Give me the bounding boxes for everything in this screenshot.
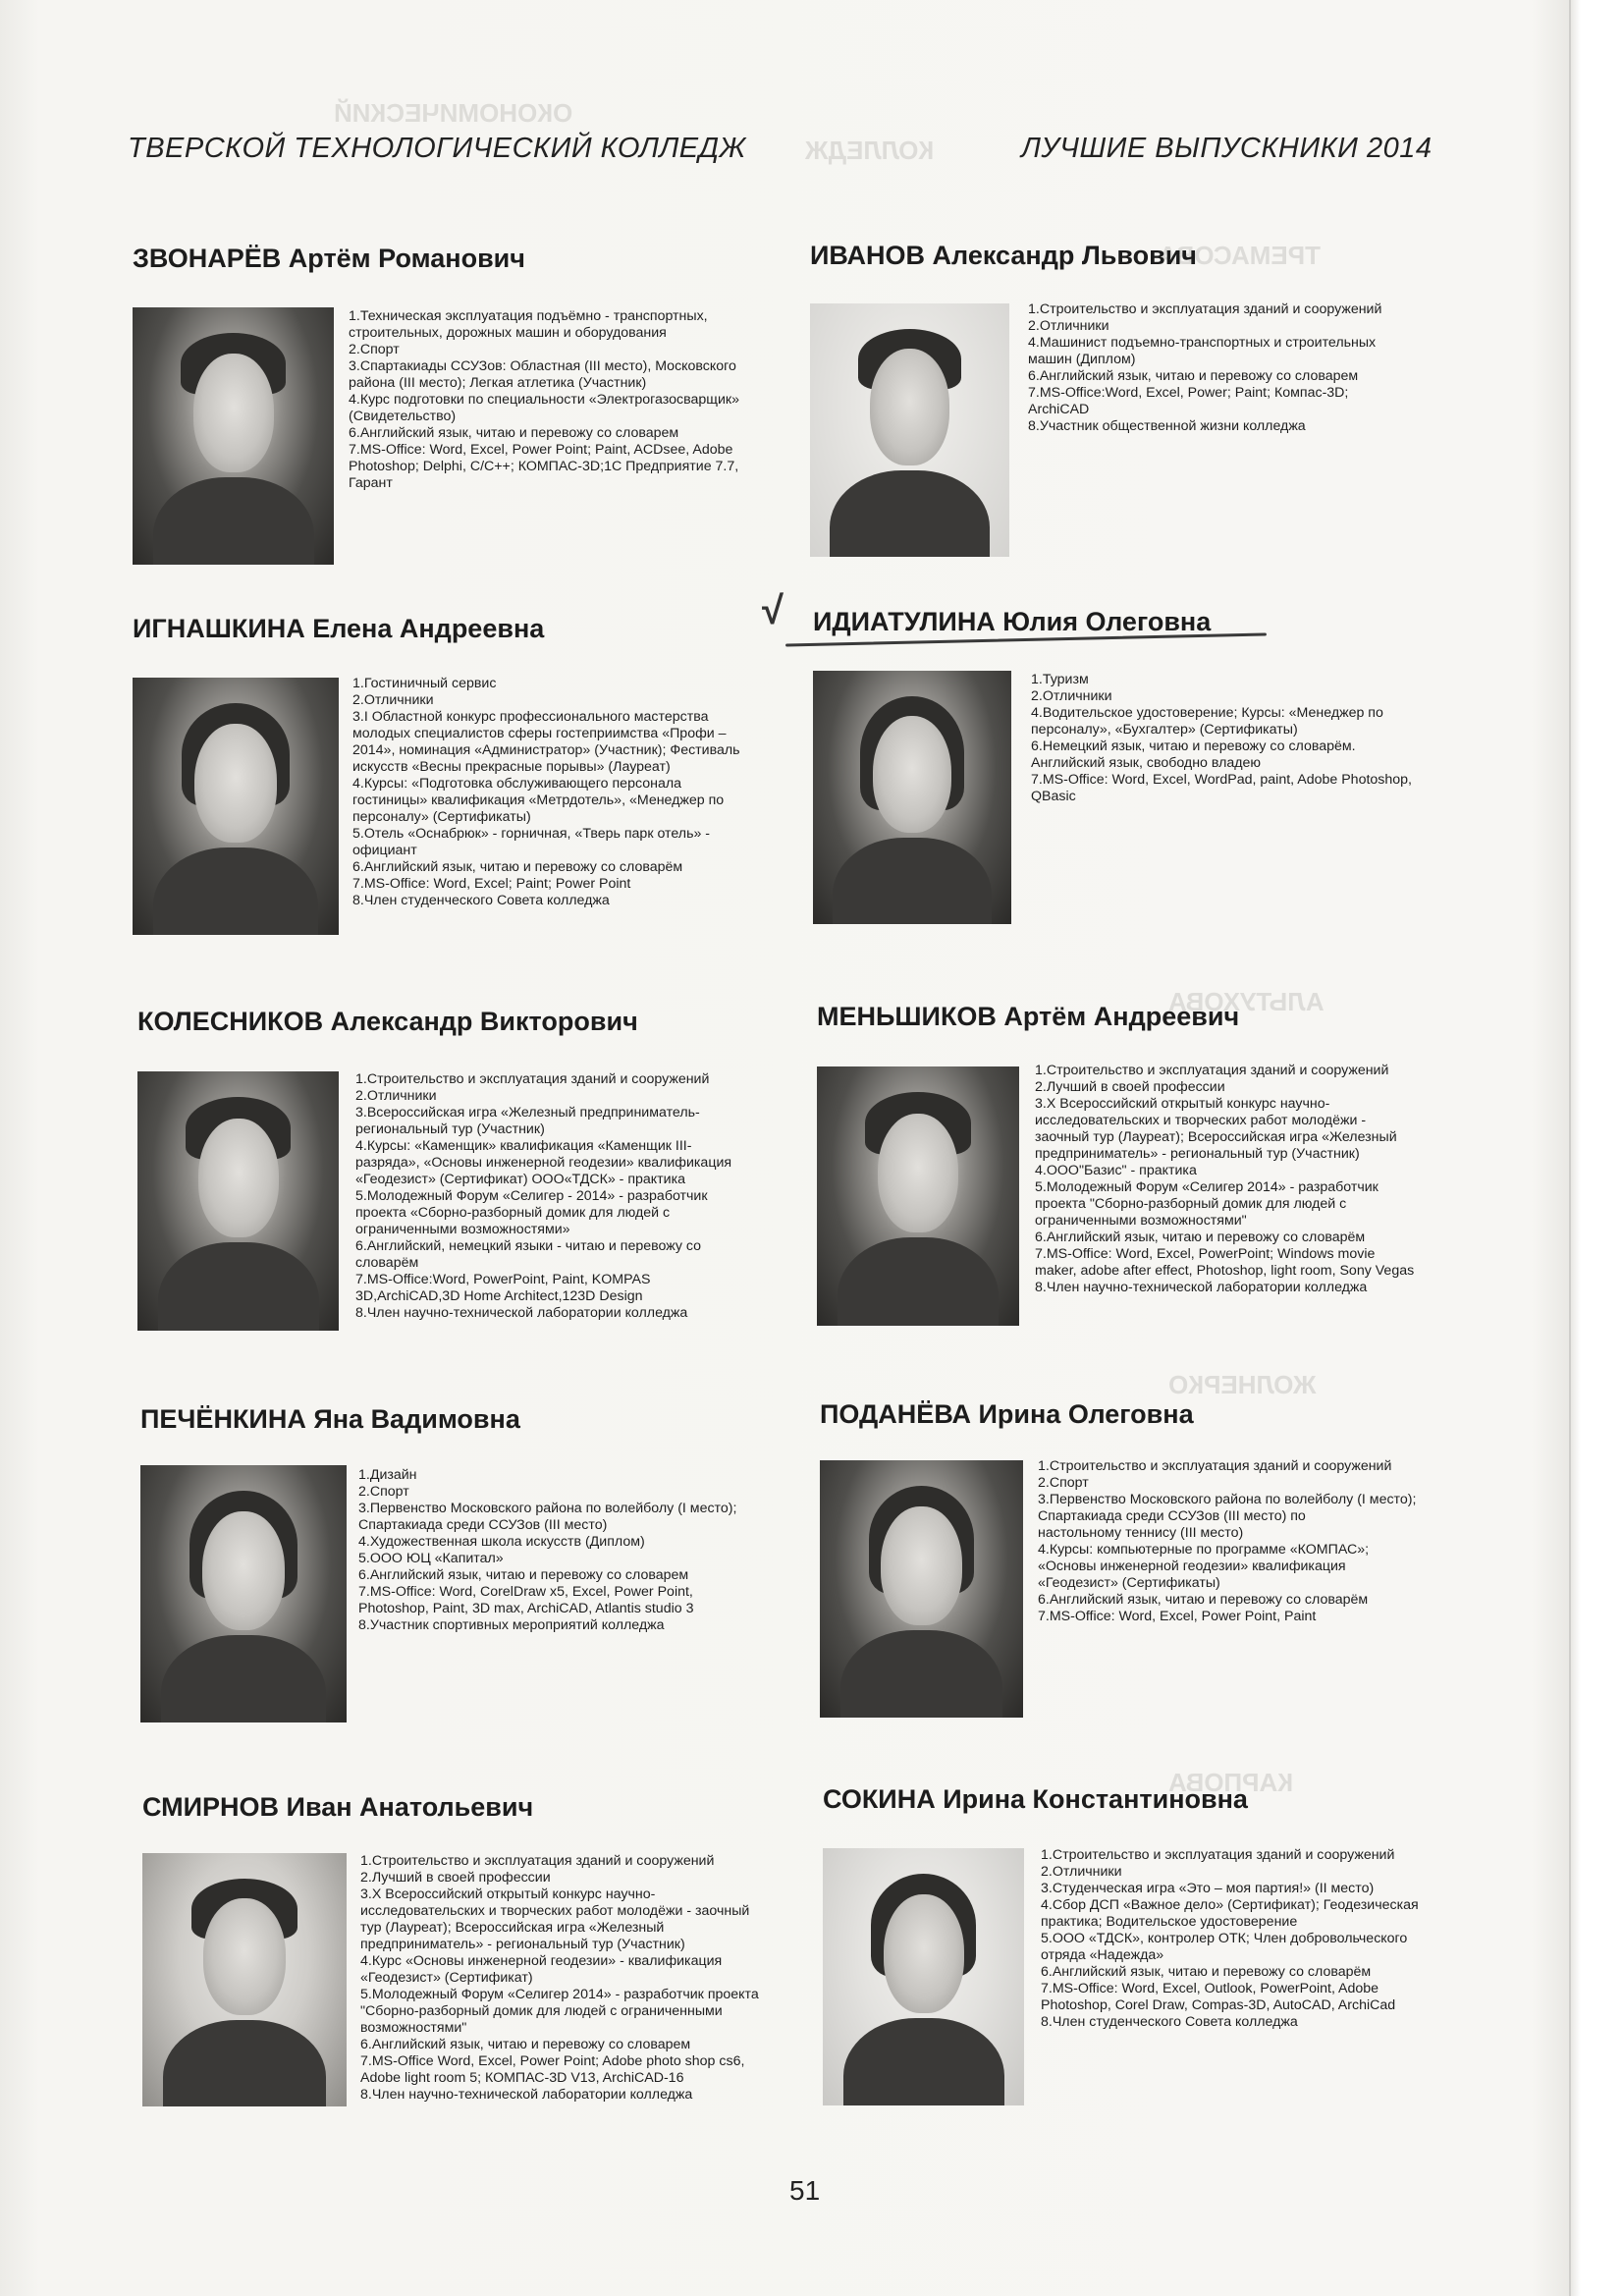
achievement-item: 6.Английский язык, читаю и перевожу со словарем: [349, 425, 679, 441]
achievement-item: (Свидетельство): [349, 409, 457, 424]
achievement-item: отряда «Надежда»: [1041, 1947, 1164, 1963]
graduate-name: ИГНАШКИНА Елена Андреевна: [133, 614, 545, 643]
achievement-item: 1.Дизайн: [358, 1467, 417, 1483]
achievement-item: 5.Молодежный Форум «Селигер - 2014» - разработчик: [355, 1188, 708, 1204]
achievement-item: 7.MS-Office Word, Excel, Power Point; Adobe photo shop cs6,: [360, 2053, 745, 2069]
graduate-name: ИДИАТУЛИНА Юлия Олеговна: [813, 607, 1212, 636]
achievement-item: 6.Английский язык, читаю и перевожу со словарём: [1041, 1964, 1372, 1980]
achievement-item: 6.Английский язык, читаю и перевожу со словарем: [360, 2037, 691, 2052]
achievement-item: строительных, дорожных машин и оборудования: [349, 325, 667, 341]
achievement-item: Английский язык, свободно владею: [1031, 755, 1262, 771]
achievement-item: исследовательских и творческих работ молодёжи -: [1035, 1113, 1367, 1128]
achievement-item: 3.Спартакиады ССУЗов: Областная (III место), Московского: [349, 358, 736, 374]
achievement-item: 2.Спорт: [358, 1484, 409, 1500]
achievement-item: «Основы инженерной геодезии» квалификация: [1038, 1558, 1346, 1574]
achievement-item: Спартакиада среди ССУЗов (III место): [358, 1517, 608, 1533]
achievement-item: 2.Спорт: [1038, 1475, 1089, 1491]
achievement-item: 4.Водительское удостоверение; Курсы: «Менеджер по: [1031, 705, 1383, 721]
achievement-item: Спартакиада среди ССУЗов (III место) по: [1038, 1508, 1306, 1524]
achievement-item: 1.Строительство и эксплуатация зданий и сооружений: [360, 1853, 715, 1869]
achievement-list: [1031, 672, 1453, 805]
achievement-item: официант: [352, 843, 417, 858]
achievement-item: 2.Отличники: [1031, 688, 1112, 704]
achievement-item: 6.Английский язык, читаю и перевожу со словарем: [1028, 368, 1359, 384]
graduate-photo: [823, 1848, 1024, 2105]
achievement-item: QBasic: [1031, 789, 1076, 804]
achievement-item: настольному теннису (III место): [1038, 1525, 1244, 1541]
achievement-item: 6.Английский язык, читаю и перевожу со словарём: [352, 859, 683, 875]
achievement-list: [360, 1853, 792, 2104]
graduate-photo: [142, 1853, 347, 2106]
achievement-item: 3.X Всероссийский открытый конкурс научно-: [360, 1886, 656, 1902]
achievement-item: исследовательских и творческих работ молодёжи - заочный: [360, 1903, 750, 1919]
achievement-item: ограниченными возможностями": [1035, 1213, 1247, 1229]
page-number: 51: [789, 2175, 821, 2206]
achievement-item: 1.Строительство и эксплуатация зданий и сооружений: [1028, 301, 1382, 317]
achievement-list: [1041, 1847, 1473, 2031]
achievement-item: предприниматель» - региональный тур (Участник): [360, 1937, 685, 1952]
bleed-through-text: ОКОНОМИЧЕСКИЙ: [334, 98, 573, 128]
graduate-photo: [817, 1066, 1019, 1326]
achievement-item: 6.Английский язык, читаю и перевожу со словарём: [1035, 1230, 1366, 1245]
achievement-item: 3.Студенческая игра «Это – моя партия!» (II место): [1041, 1881, 1375, 1896]
achievement-item: 4.Курсы: «Каменщик» квалификация «Каменщик III-: [355, 1138, 692, 1154]
achievement-item: 1.Строительство и эксплуатация зданий и сооружений: [1038, 1458, 1392, 1474]
achievement-item: персоналу» (Сертификаты): [352, 809, 531, 825]
achievement-item: 2.Спорт: [349, 342, 400, 357]
achievement-item: 5.ООО ЮЦ «Капитал»: [358, 1551, 504, 1566]
page-edge: [1569, 0, 1571, 2296]
achievement-item: 2014», номинация «Администратор» (Участник); Фестиваль: [352, 742, 740, 758]
achievement-item: 2.Отличники: [1028, 318, 1109, 334]
achievement-item: 2.Отличники: [1041, 1864, 1122, 1880]
achievement-item: 2.Лучший в своей профессии: [1035, 1079, 1225, 1095]
graduate-photo: [137, 1071, 339, 1331]
graduate-photo: [820, 1460, 1023, 1718]
achievement-item: 7.MS-Office: Word, Excel; Paint; Power Point: [352, 876, 631, 892]
achievement-item: «Геодезист» (Сертификат): [360, 1970, 533, 1986]
achievement-list: [358, 1467, 781, 1634]
achievement-item: 1.Гостиничный сервис: [352, 676, 497, 691]
achievement-item: Adobe light room 5; КОМПАС-3D V13, ArchiCAD-16: [360, 2070, 684, 2086]
achievement-item: 3.Первенство Московского района по волейболу (I место);: [1038, 1492, 1417, 1507]
achievement-item: 4.Курсы: компьютерные по программе «КОМПАС»;: [1038, 1542, 1370, 1558]
achievement-item: 3D,ArchiCAD,3D Home Architect,123D Design: [355, 1288, 643, 1304]
graduate-photo: [133, 678, 339, 935]
achievement-item: 3.X Всероссийский открытый конкурс научно-: [1035, 1096, 1330, 1112]
achievement-item: персоналу», «Бухгалтер» (Сертификаты): [1031, 722, 1298, 738]
achievement-item: 7.MS-Office: Word, Excel, Outlook, PowerPoint, Adobe: [1041, 1981, 1379, 1996]
achievement-item: 5.Молодежный Форум «Селигер 2014» - разработчик проекта: [360, 1987, 759, 2002]
graduate-name: КОЛЕСНИКОВ Александр Викторович: [137, 1007, 638, 1036]
bleed-through-text: ЖОЛНЕРКО: [1168, 1370, 1317, 1399]
achievement-item: ArchiCAD: [1028, 402, 1090, 417]
achievement-item: 6.Английский язык, читаю и перевожу со словарём: [1038, 1592, 1369, 1608]
achievement-item: Photoshop; Delphi, C/C++; КОМПАС-3D;1С Предприятие 7.7,: [349, 459, 739, 474]
achievement-item: 7.MS-Office: Word, Excel, WordPad, paint, Adobe Photoshop,: [1031, 772, 1413, 788]
achievement-item: 7.MS-Office: Word, Excel, Power Point, Paint: [1038, 1609, 1317, 1624]
graduate-photo: [140, 1465, 347, 1722]
graduate-name: ПЕЧЁНКИНА Яна Вадимовна: [140, 1404, 520, 1434]
achievement-item: maker, adobe after effect, Photoshop, light room, Sony Vegas: [1035, 1263, 1415, 1279]
achievement-item: 1.Строительство и эксплуатация зданий и сооружений: [355, 1071, 710, 1087]
achievement-item: района (III место); Легкая атлетика (Участник): [349, 375, 647, 391]
graduate-name: СМИРНОВ Иван Анатольевич: [142, 1792, 534, 1822]
achievement-item: «Геодезист» (Сертификат) ООО«ТДСК» - практика: [355, 1172, 685, 1187]
achievement-item: 8.Член студенческого Совета колледжа: [1041, 2014, 1298, 2030]
achievement-item: «Геодезист» (Сертификаты): [1038, 1575, 1220, 1591]
achievement-item: молодых специалистов сферы гостеприимства «Профи –: [352, 726, 727, 741]
bleed-through-text: ТРЕМАСОВА: [1159, 241, 1321, 270]
handwritten-check-mark: √: [762, 589, 784, 632]
achievement-item: 7.MS-Office: Word, Excel, Power Point; Paint, ACDsee, Adobe: [349, 442, 733, 458]
achievement-item: 1.Туризм: [1031, 672, 1089, 687]
achievement-item: Гарант: [349, 475, 393, 491]
achievement-list: [355, 1071, 778, 1322]
graduate-name: МЕНЬШИКОВ Артём Андреевич: [817, 1002, 1240, 1031]
achievement-item: 1.Техническая эксплуатация подъёмно - транспортных,: [349, 308, 708, 324]
achievement-list: [1035, 1063, 1467, 1296]
achievement-item: 7.MS-Office: Word, CorelDraw x5, Excel, Power Point,: [358, 1584, 693, 1600]
achievement-item: словарём: [355, 1255, 419, 1271]
bleed-through-text: АЛЬТУХОВА: [1168, 987, 1325, 1016]
achievement-item: 8.Член научно-технической лаборатории колледжа: [355, 1305, 688, 1321]
achievement-item: 8.Член научно-технической лаборатории колледжа: [360, 2087, 693, 2103]
achievement-item: 4.ООО"Базис" - практика: [1035, 1163, 1197, 1178]
achievement-item: 5.Отель «Оснабрюк» - горничная, «Тверь парк отель» -: [352, 826, 711, 842]
achievement-item: гостиницы» квалификация «Метрдотель», «Менеджер по: [352, 793, 725, 808]
achievement-item: искусств «Весны прекрасные порывы» (Лауреат): [352, 759, 671, 775]
achievement-item: 4.Художественная школа искусств (Диплом): [358, 1534, 645, 1550]
achievement-item: 5.ООО «ТДСК», контролер ОТК; Член добровольческого: [1041, 1931, 1408, 1946]
achievement-item: машин (Диплом): [1028, 352, 1136, 367]
achievement-item: 6.Английский, немецкий языки - читаю и перевожу со: [355, 1238, 702, 1254]
achievement-item: 1.Строительство и эксплуатация зданий и сооружений: [1035, 1063, 1389, 1078]
achievement-item: 7.MS-Office:Word, PowerPoint, Paint, KOMPAS: [355, 1272, 651, 1287]
achievement-item: ограниченными возможностями»: [355, 1222, 570, 1237]
achievement-item: 7.MS-Office:Word, Excel, Power; Paint; Компас-3D;: [1028, 385, 1349, 401]
achievement-item: 5.Молодежный Форум «Селигер 2014» - разработчик: [1035, 1179, 1379, 1195]
achievement-item: практика; Водительское удостоверение: [1041, 1914, 1298, 1930]
achievement-item: "Сборно-разборный домик для людей с ограниченными: [360, 2003, 723, 2019]
achievement-item: разряда», «Основы инженерной геодезии» квалификация: [355, 1155, 732, 1171]
achievement-item: 8.Участник спортивных мероприятий колледжа: [358, 1617, 665, 1633]
graduate-name: ПОДАНЁВА Ирина Олеговна: [820, 1399, 1194, 1429]
graduates-title: ЛУЧШИЕ ВЫПУСКНИКИ 2014: [1021, 133, 1433, 164]
achievement-item: 2.Лучший в своей профессии: [360, 1870, 551, 1886]
graduate-photo: [813, 671, 1011, 924]
achievement-list: [352, 676, 775, 909]
achievement-item: 8.Член студенческого Совета колледжа: [352, 893, 610, 908]
achievement-item: 7.MS-Office: Word, Excel, PowerPoint; Windows movie: [1035, 1246, 1376, 1262]
achievement-item: проекта «Сборно-разборный домик для людей с: [355, 1205, 671, 1221]
graduate-photo: [810, 303, 1009, 557]
achievement-item: Photoshop, Paint, 3D max, ArchiCAD, Atlantis studio 3: [358, 1601, 694, 1616]
achievement-item: 3.Первенство Московского района по волейболу (I место);: [358, 1501, 737, 1516]
achievement-item: 2.Отличники: [355, 1088, 437, 1104]
bleed-through-text: КАРПОВА: [1168, 1768, 1294, 1797]
achievement-item: Photoshop, Corel Draw, Compas-3D, AutoCAD, ArchiCad: [1041, 1997, 1396, 2013]
achievement-item: 4.Курс подготовки по специальности «Электрогазосварщик»: [349, 392, 739, 408]
achievement-item: 3.Всероссийская игра «Железный предприниматель-: [355, 1105, 700, 1121]
achievement-item: 4.Машинист подъемно-транспортных и строительных: [1028, 335, 1377, 351]
achievement-list: [1028, 301, 1440, 435]
achievement-item: 6.Английский язык, читаю и перевожу со словарем: [358, 1567, 689, 1583]
achievement-item: проекта "Сборно-разборный домик для людей с: [1035, 1196, 1347, 1212]
graduate-name: СОКИНА Ирина Константиновна: [823, 1784, 1248, 1814]
achievement-item: тур (Лауреат); Всероссийская игра «Железный: [360, 1920, 665, 1936]
achievement-item: региональный тур (Участник): [355, 1121, 545, 1137]
bleed-through-text: КОЛЛЕДЖ: [805, 136, 935, 165]
achievement-item: 6.Немецкий язык, читаю и перевожу со словарём.: [1031, 738, 1356, 754]
achievement-item: 4.Курсы: «Подготовка обслуживающего персонала: [352, 776, 682, 792]
graduate-name: ИВАНОВ Александр Львович: [810, 241, 1197, 270]
achievement-item: возможностями": [360, 2020, 467, 2036]
achievement-item: 8.Член научно-технической лаборатории колледжа: [1035, 1280, 1368, 1295]
college-title: ТВЕРСКОЙ ТЕХНОЛОГИЧЕСКИЙ КОЛЛЕДЖ: [128, 133, 746, 164]
achievement-item: 4.Сбор ДСП «Важное дело» (Сертификат); Геодезическая: [1041, 1897, 1419, 1913]
achievement-item: заочный тур (Лауреат); Всероссийская игра «Железный: [1035, 1129, 1397, 1145]
achievement-item: 4.Курс «Основы инженерной геодезии» - квалификация: [360, 1953, 723, 1969]
achievement-item: 2.Отличники: [352, 692, 434, 708]
achievement-list: [1038, 1458, 1470, 1625]
achievement-item: 3.I Областной конкурс профессионального мастерства: [352, 709, 709, 725]
achievement-item: 8.Участник общественной жизни колледжа: [1028, 418, 1306, 434]
achievement-item: 1.Строительство и эксплуатация зданий и сооружений: [1041, 1847, 1395, 1863]
achievement-list: [349, 308, 781, 492]
achievement-item: предприниматель» - региональный тур (Участник): [1035, 1146, 1360, 1162]
graduate-photo: [133, 307, 334, 565]
graduate-name: ЗВОНАРЁВ Артём Романович: [133, 244, 525, 273]
